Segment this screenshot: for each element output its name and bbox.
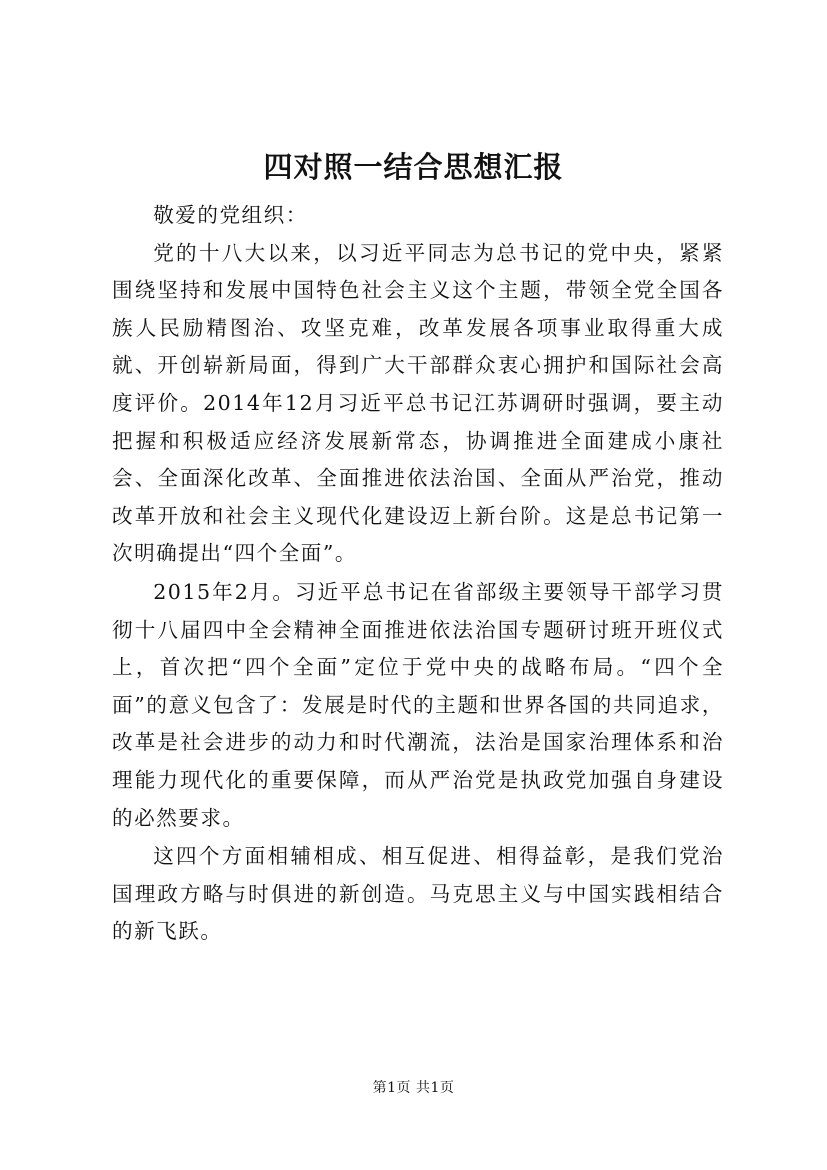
document-body <box>112 197 724 951</box>
paragraph: 这四个方面相辅相成、相互促进、相得益彰，是我们党治国理政方略与时俱进的新创造。马克思主义与中国实践相结合的新飞跃。 <box>112 844 724 944</box>
document-title: 四对照一结合思想汇报 <box>263 150 564 184</box>
paragraph: 党的十八大以来，以习近平同志为总书记的党中央，紧紧围绕坚持和发展中国特色社会主义这个主题，带领全党全国各族人民励精图治、攻坚克难，改革发展各项事业取得重大成就、开创崭新局面，得到广大干部群众衷心拥护和国际社会高度评价。2014年12月习近平总书记江苏调研时强调，要主动把握和积极适应经济发展新常态，协调推进全面建成小康社会、全面深化改革、全面推进依法治国、全面从严治党，推动改革开放和社会主义现代化建设迈上新台阶。这是总书记第一次明确提出“四个全面”。 <box>112 240 724 566</box>
page-number-footer: 第1页 共1页 <box>372 1080 455 1096</box>
salutation: 敬爱的党组织： <box>153 203 308 227</box>
paragraph: 2015年2月。习近平总书记在省部级主要领导干部学习贯彻十八届四中全会精神全面推进依法治国专题研讨班开班仪式上，首次把“四个全面”定位于党中央的战略布局。“四个全面”的意义包含了：发展是时代的主题和世界各国的共同追求，改革是社会进步的动力和时代潮流，法治是国家治理体系和治理能力现代化的重要保障，而从严治党是执政党加强自身建设的必然要求。 <box>112 579 724 830</box>
